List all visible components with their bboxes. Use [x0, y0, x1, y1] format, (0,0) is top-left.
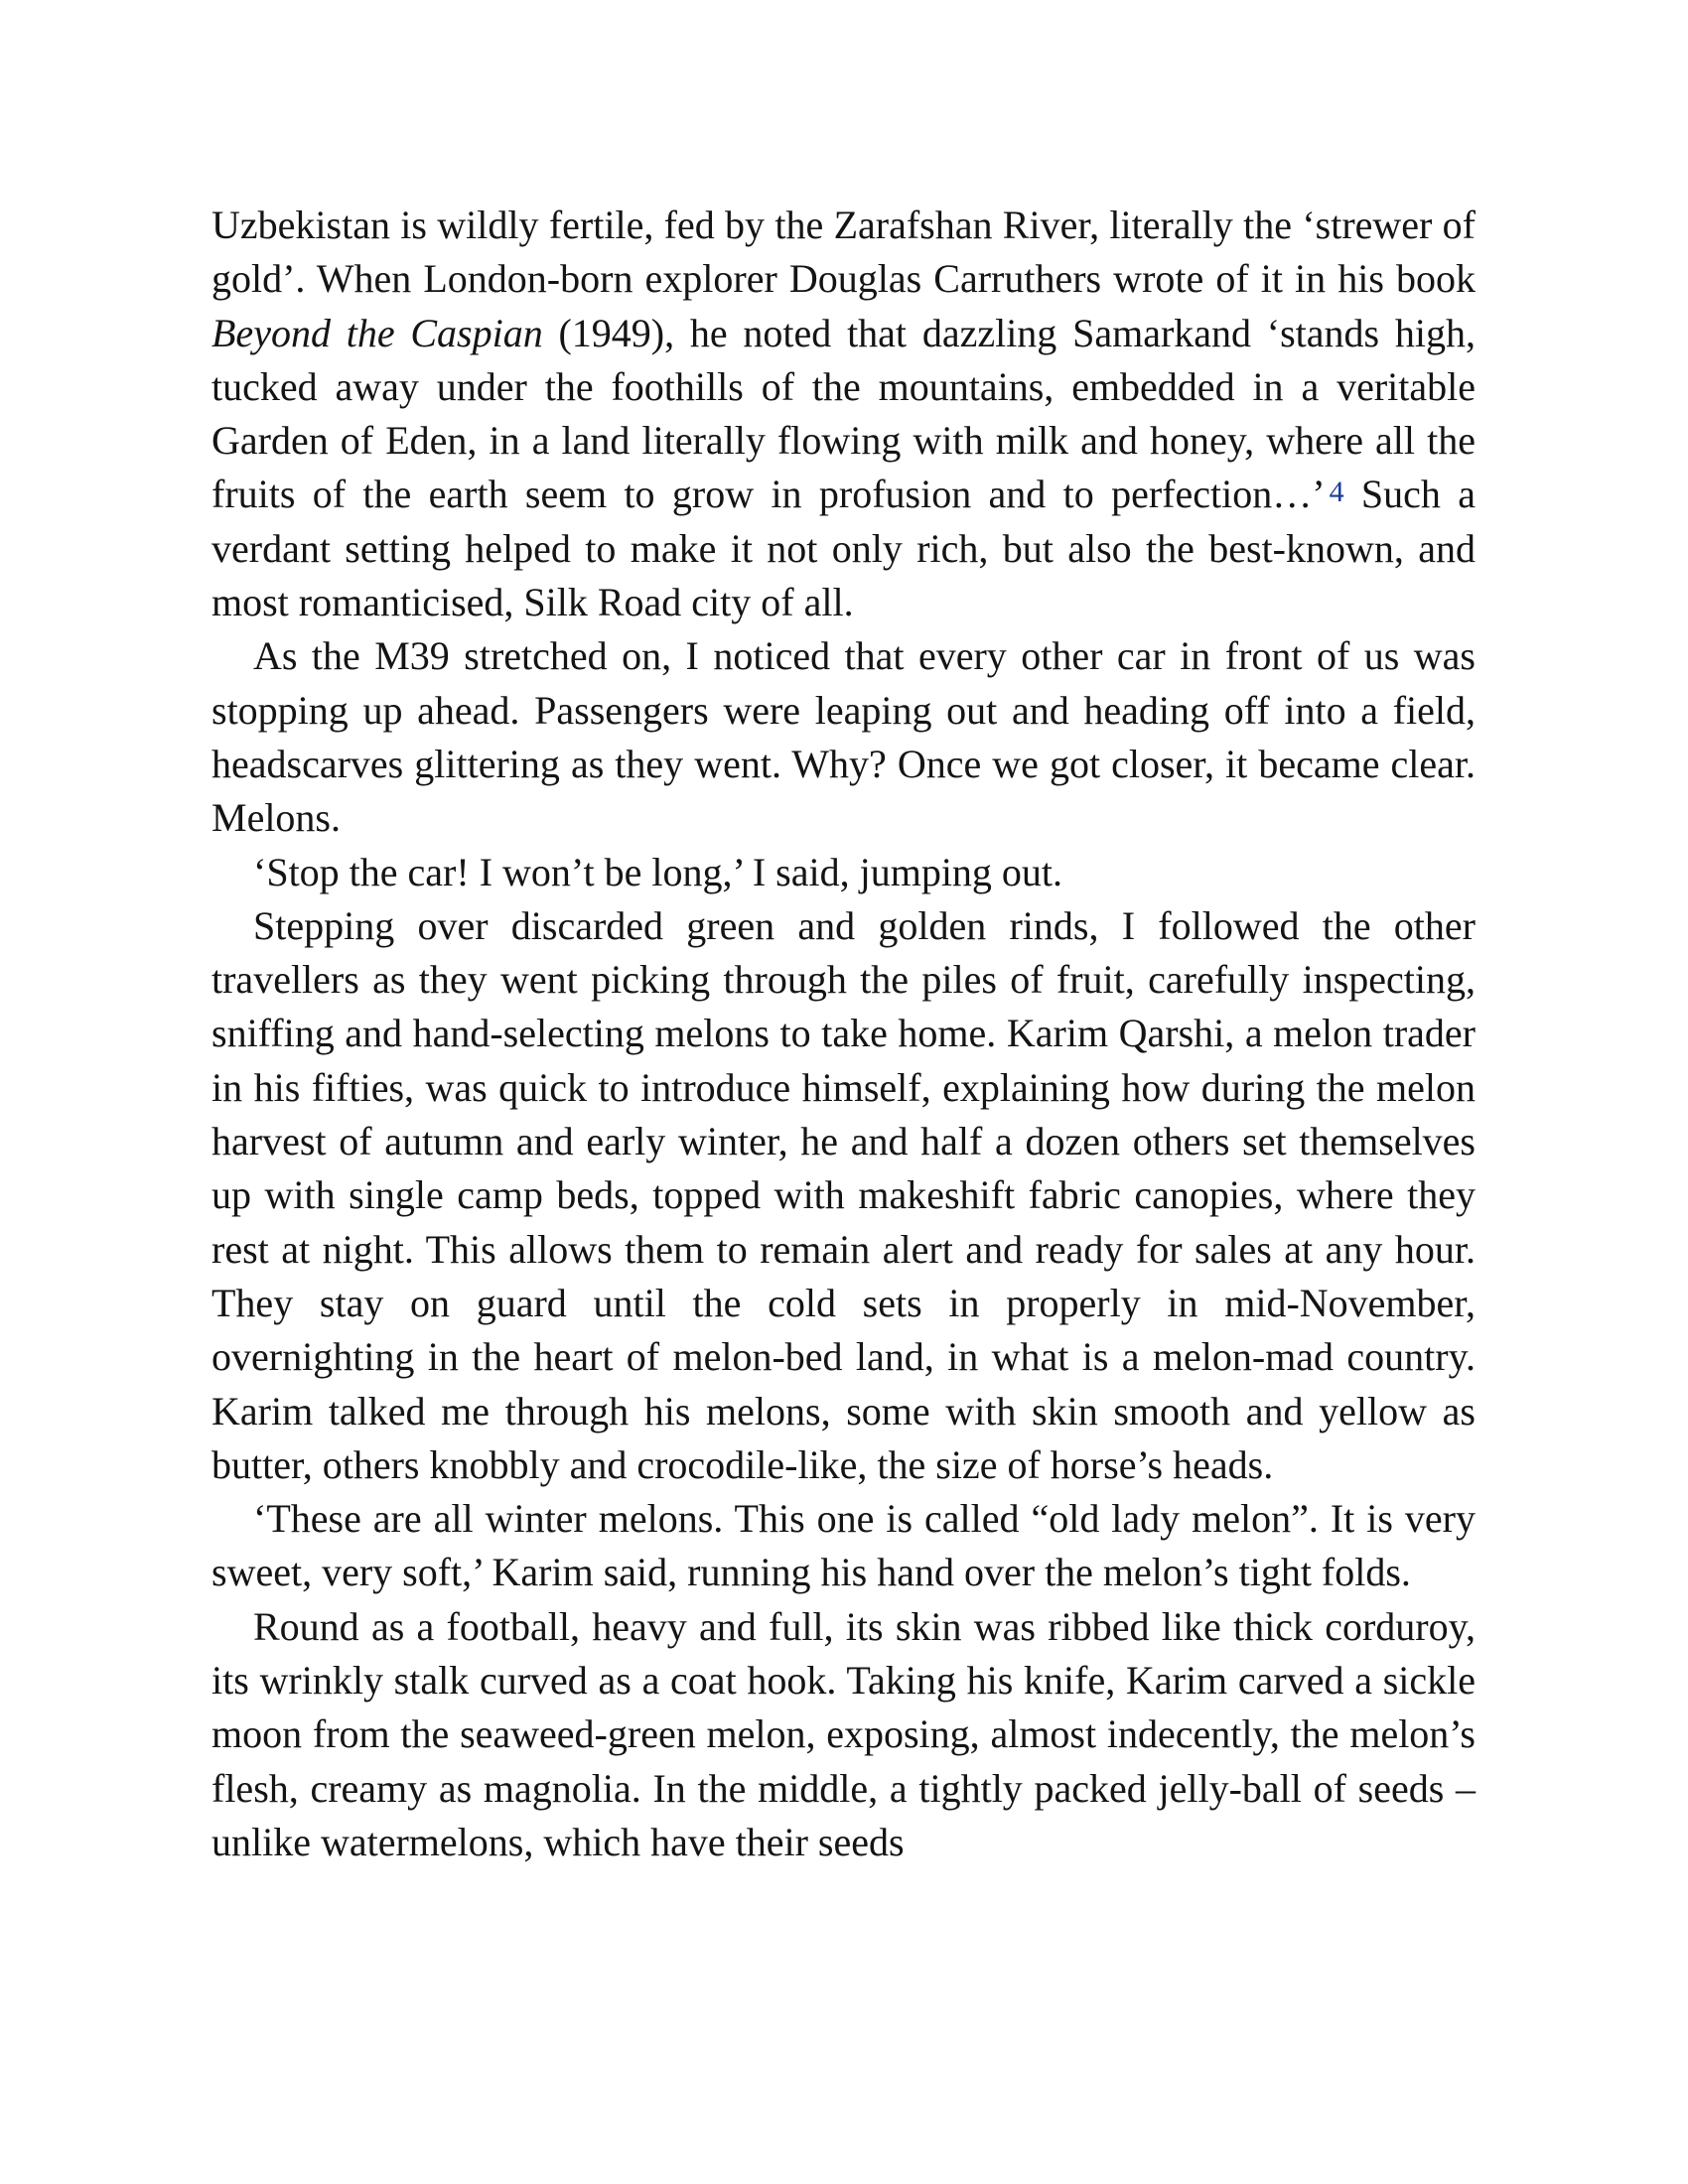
paragraph-3: ‘Stop the car! I won’t be long,’ I said, jumping out. [253, 849, 1063, 894]
paragraph-2: As the M39 stretched on, I noticed that every other car in front of us was stopping up ahead. Passengers were leaping out and heading off into a field, headscarves glittering as they went. Why? Once we got closer, it became clear. Melons. [211, 633, 1476, 841]
book-title: Beyond the Caspian [211, 310, 543, 355]
footnote-link[interactable]: 4 [1329, 476, 1344, 509]
paragraph-1-text-a: Uzbekistan is wildly fertile, fed by the Zarafshan River, literally the ‘strewer of gold’. When London-born explorer Douglas Carruthers wrote of it in his book [211, 203, 1476, 302]
page-body [211, 199, 1476, 1869]
paragraph-1-text-b: (1949), he noted that dazzling Samarkand ‘stands high, tucked away under the foothills of the mountains, embedded in a veritable Garden of Eden, in a land literally flowing with milk and honey, where all the fruits of the earth seem to grow in profusion and to perfection…’ [211, 310, 1476, 517]
paragraph-6: Round as a football, heavy and full, its skin was ribbed like thick corduroy, its wrinkly stalk curved as a coat hook. Taking his knife, Karim carved a sickle moon from the seaweed-green melon, exposing, almost indecently, the melon’s flesh, creamy as magnolia. In the middle, a tightly packed jelly-ball of seeds – unlike watermelons, which have their seeds [211, 1603, 1476, 1864]
paragraph-1 [211, 199, 1476, 629]
paragraph-5: ‘These are all winter melons. This one is called “old lady melon”. It is very sweet, very soft,’ Karim said, running his hand over the melon’s tight folds. [211, 1496, 1476, 1595]
paragraph-4: Stepping over discarded green and golden rinds, I followed the other travellers as they went picking through the piles of fruit, carefully inspecting, sniffing and hand-selecting melons to take home. Karim Qarshi, a melon trader in his fifties, was quick to introduce himself, explaining how during the melon harvest of autumn and early winter, he and half a dozen others set themselves up with single camp beds, topped with makeshift fabric canopies, where they rest at night. This allows them to remain alert and ready for sales at any hour. They stay on guard until the cold sets in properly in mid-November, overnighting in the heart of melon-bed land, in what is a melon-mad country. Karim talked me through his melons, some with skin smooth and yellow as butter, others knobbly and crocodile-like, the size of horse’s heads. [211, 902, 1476, 1487]
paragraph-1-text-c: Such a verdant setting helped to make it not only rich, but also the best-known, and most romanticised, Silk Road city of all. [211, 472, 1476, 625]
